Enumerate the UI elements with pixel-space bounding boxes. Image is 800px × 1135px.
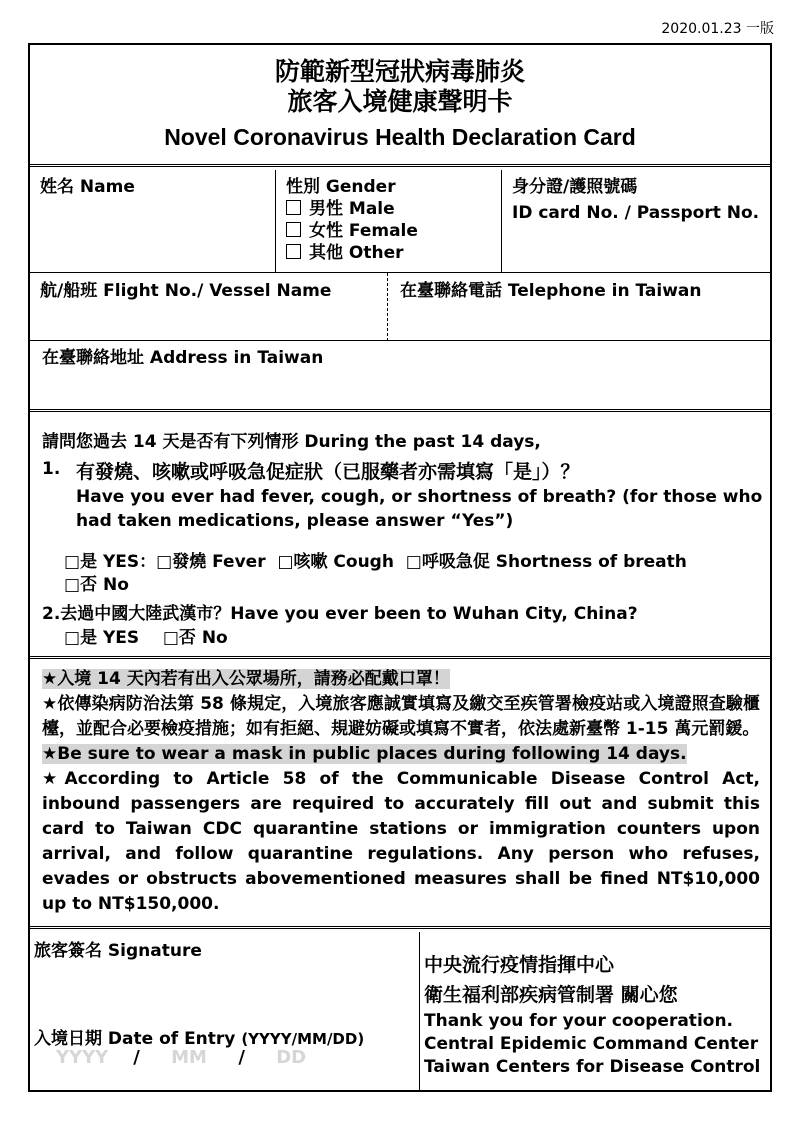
q2-no-checkbox[interactable]: □否 No xyxy=(162,628,228,648)
address-row xyxy=(30,341,770,412)
thanks-zh-2: 衛生福利部疾病管制署 關心您 xyxy=(424,984,678,1006)
phone-label: 在臺聯絡電話 Telephone in Taiwan xyxy=(400,281,702,301)
q1-no-checkbox[interactable]: □否 No xyxy=(64,575,129,595)
travel-info-row xyxy=(30,273,770,341)
date-mm-placeholder: MM xyxy=(171,1047,207,1068)
declaration-card xyxy=(28,43,772,1092)
warnings-section xyxy=(30,659,770,929)
signature-section xyxy=(30,932,770,1090)
q2-answer-row xyxy=(64,623,228,648)
personal-info-row xyxy=(30,170,770,273)
name-field[interactable] xyxy=(30,170,276,273)
checkbox-icon[interactable] xyxy=(286,200,301,215)
card-title xyxy=(30,45,770,167)
q1-text-zh: 有發燒、咳嗽或呼吸急促症狀（已服藥者亦需填寫「是」）？ xyxy=(76,461,580,483)
gender-option-female[interactable]: 女性 Female xyxy=(286,220,491,242)
gender-field xyxy=(276,170,502,273)
q1-cough-checkbox[interactable]: □咳嗽 Cough xyxy=(277,552,394,572)
gender-option-male[interactable]: 男性 Male xyxy=(286,198,491,220)
gender-label: 性別 Gender xyxy=(286,177,396,197)
id-label-zh: 身分證/護照號碼 xyxy=(512,177,638,197)
date-dd-placeholder: DD xyxy=(276,1047,307,1068)
gender-option-other[interactable]: 其他 Other xyxy=(286,242,491,264)
warning-law-zh: ★依傳染病防治法第 58 條規定，入境旅客應誠實填寫及繳交至疾管署檢疫站或入境證照查驗櫃檯，並配合必要檢疫措施；如有拒絕、規避妨礙或填寫不實者，依法處新臺幣 1-15 萬元罰鍰。 xyxy=(42,694,760,739)
q1-yes-checkbox[interactable]: □是 YES： xyxy=(64,552,157,572)
flight-field[interactable] xyxy=(30,273,388,341)
signature-field[interactable] xyxy=(30,932,420,1090)
q1-number: 1. xyxy=(42,459,61,479)
questions-intro: 請問您過去 14 天是否有下列情形 During the past 14 days, xyxy=(42,432,541,452)
address-field[interactable] xyxy=(30,341,770,409)
entry-date-input[interactable]: YYYY / MM / DD xyxy=(56,1047,307,1068)
id-field[interactable] xyxy=(502,170,770,273)
date-yyyy-placeholder: YYYY xyxy=(56,1047,109,1068)
name-label: 姓名 Name xyxy=(40,177,135,197)
entry-date-label: 入境日期 Date of Entry (YYYY/MM/DD) xyxy=(34,1029,365,1049)
checkbox-icon[interactable] xyxy=(286,222,301,237)
id-label-en: ID card No. / Passport No. xyxy=(512,203,760,223)
thanks-block xyxy=(420,932,770,1090)
flight-label: 航/船班 Flight No./ Vessel Name xyxy=(40,281,332,301)
checkbox-icon[interactable] xyxy=(286,244,301,259)
title-zh-line1: 防範新型冠狀病毒肺炎 xyxy=(274,57,525,86)
thanks-en-2: Central Epidemic Command Center xyxy=(424,1034,759,1054)
q2-yes-checkbox[interactable]: □是 YES xyxy=(64,628,140,648)
q1-text-en: Have you ever had fever, cough, or shortness of breath? (for those who had taken medications, please answer “Yes”) xyxy=(76,487,763,531)
health-questions xyxy=(30,413,770,659)
warning-mask-zh: ★入境 14 天內若有出入公眾場所，請務必配戴口罩！ xyxy=(42,669,450,689)
q1-fever-checkbox[interactable]: □發燒 Fever xyxy=(156,552,266,572)
warning-mask-en: ★Be sure to wear a mask in public places during following 14 days. xyxy=(42,744,687,764)
warning-law-en: ★According to Article 58 of the Communicable Disease Control Act, inbound passengers are required to accurately fill out and submit this card to Taiwan CDC quarantine stations or immigration counters upon arrival, and follow quarantine regulations. Any person who refuses, evades or obstructs abovementioned measures shall be fined NT$10,000 up to NT$150,000. xyxy=(42,769,760,914)
version-label: 2020.01.23 一版 xyxy=(661,21,774,37)
signature-label: 旅客簽名 Signature xyxy=(34,941,202,961)
q1-answer-yes-row xyxy=(64,547,687,572)
title-en: Novel Coronavirus Health Declaration Card xyxy=(164,124,636,150)
thanks-zh-1: 中央流行疫情指揮中心 xyxy=(424,954,615,976)
thanks-en-1: Thank you for your cooperation. xyxy=(424,1011,734,1031)
phone-field[interactable] xyxy=(388,273,770,341)
q2-text: 2.去過中國大陸武漢市？Have you ever been to Wuhan City, China? xyxy=(42,604,638,624)
thanks-en-3: Taiwan Centers for Disease Control xyxy=(424,1057,761,1077)
address-label: 在臺聯絡地址 Address in Taiwan xyxy=(42,348,324,368)
q1-breath-checkbox[interactable]: □呼吸急促 Shortness of breath xyxy=(405,552,687,572)
title-zh-line2: 旅客入境健康聲明卡 xyxy=(287,87,513,116)
